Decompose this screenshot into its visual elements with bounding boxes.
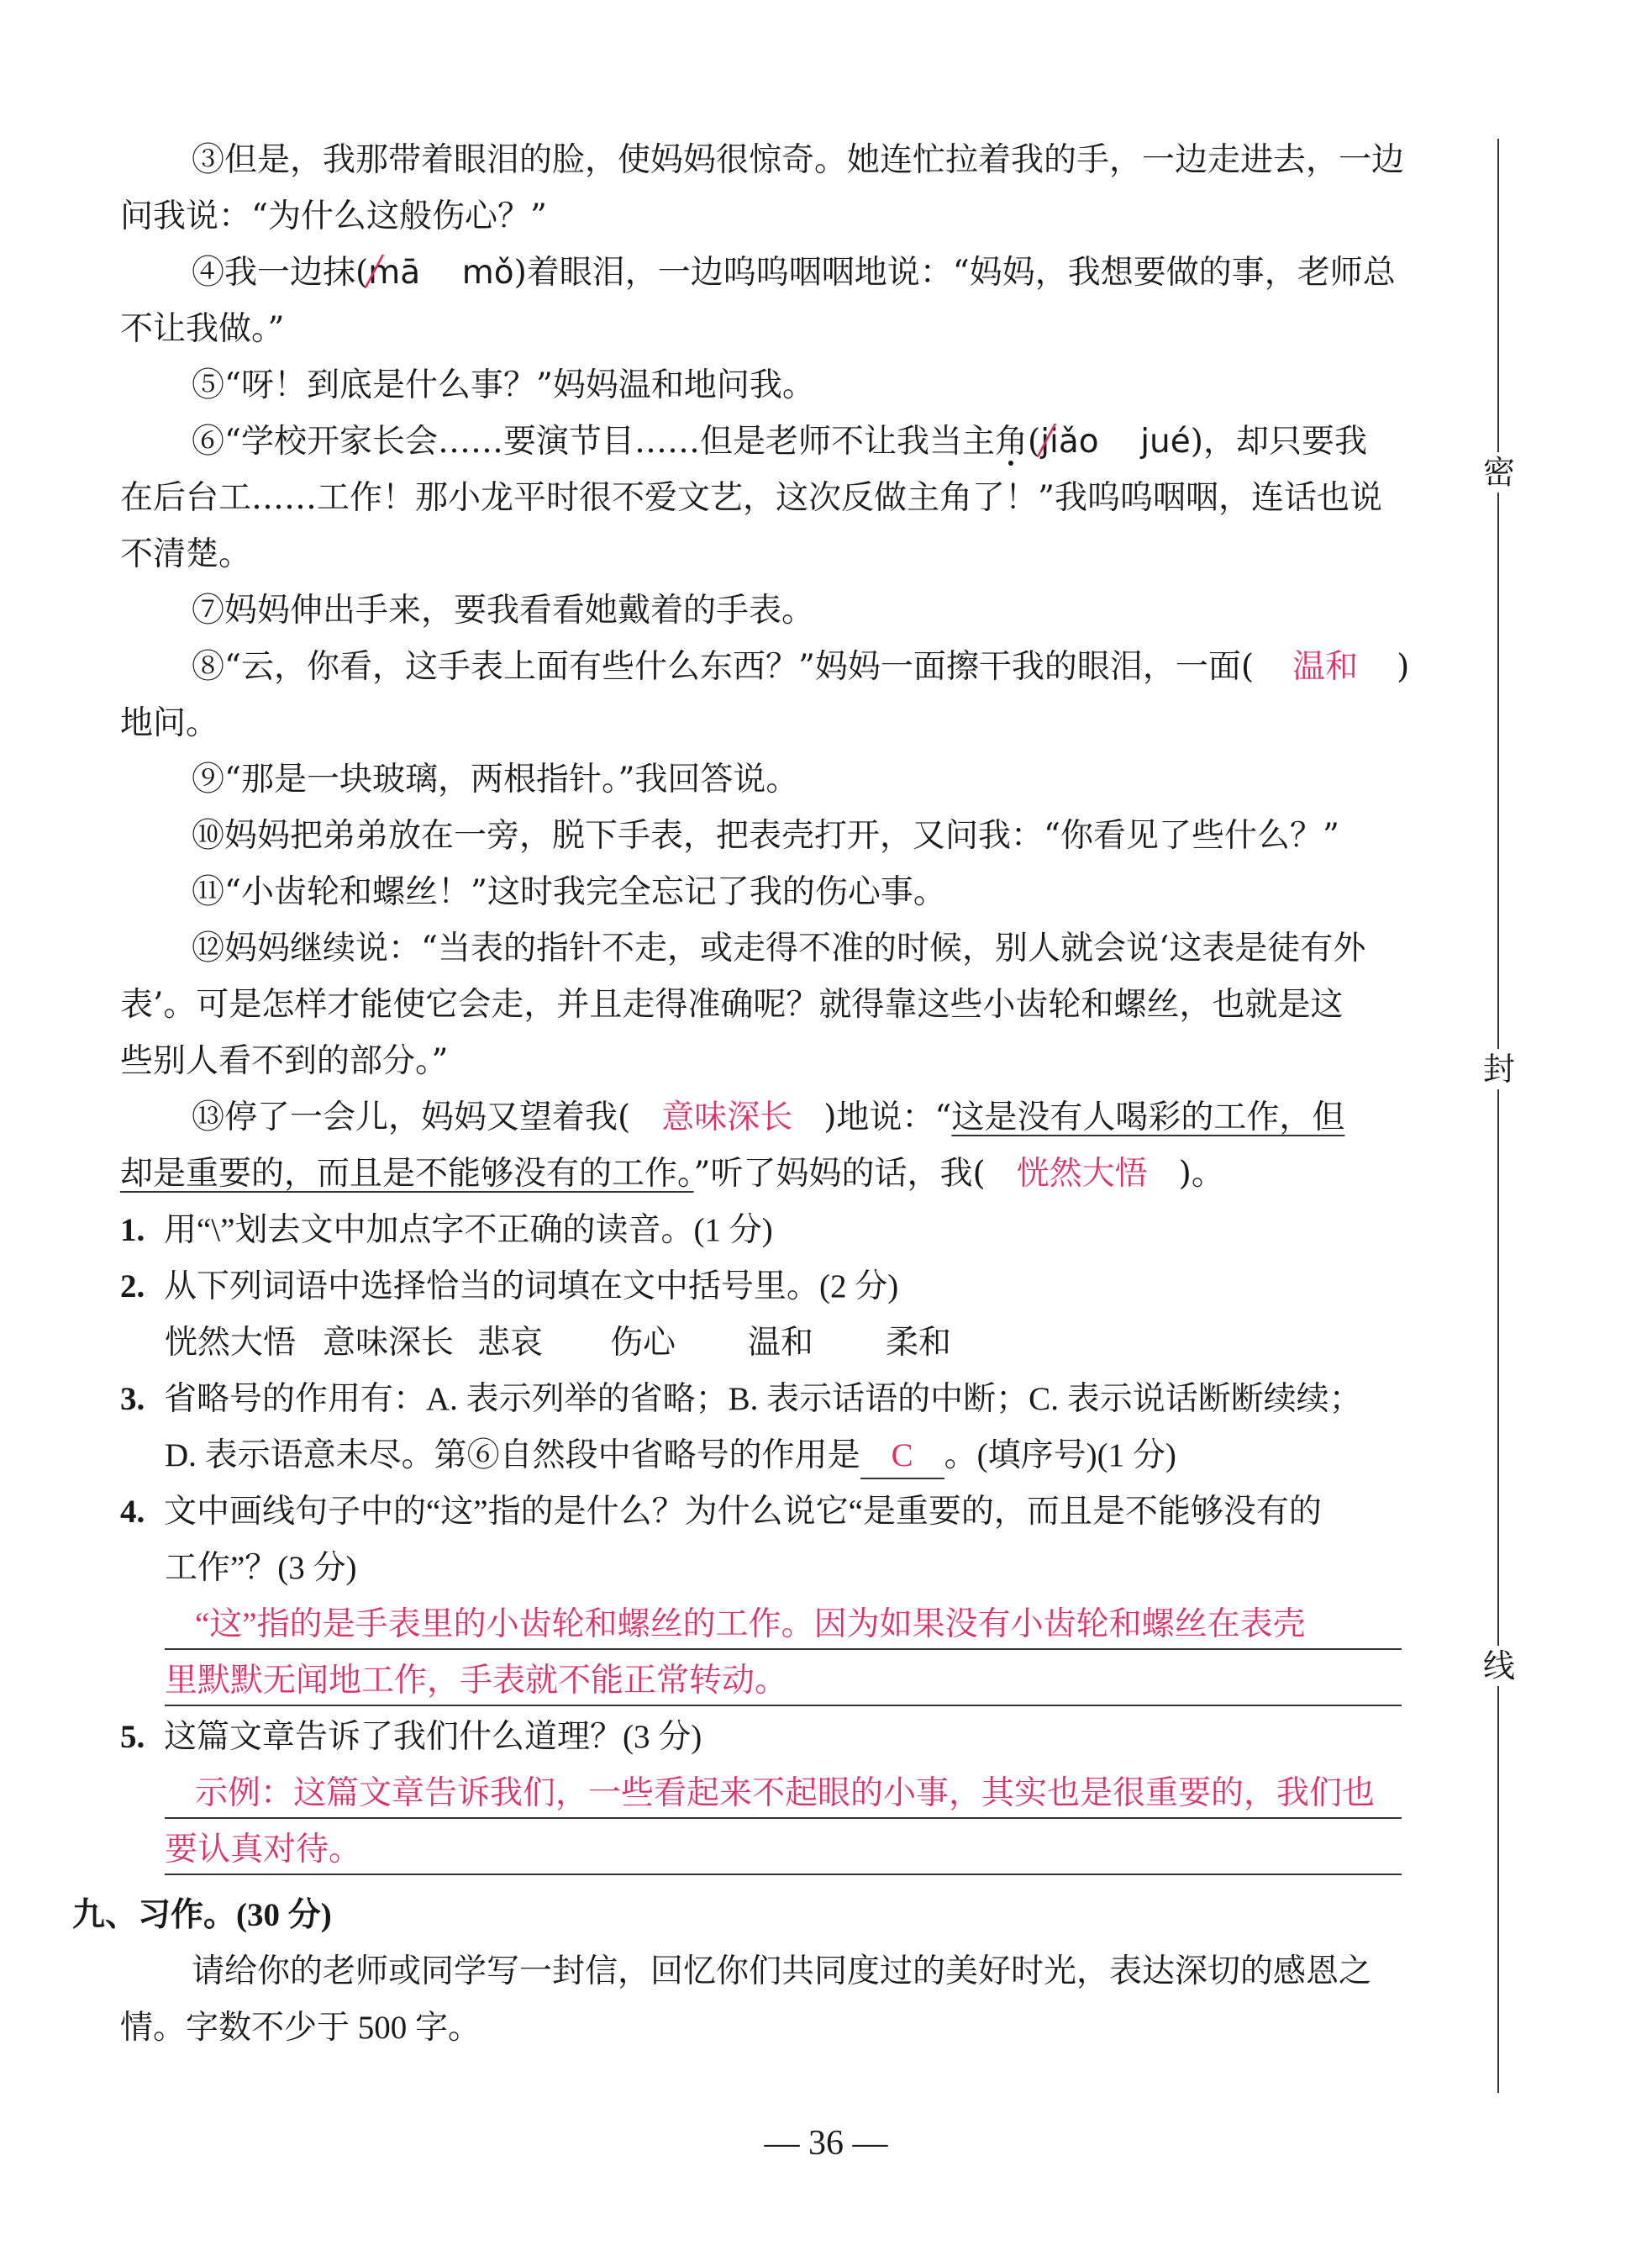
answer-p8-wenhe: 温和 (1292, 648, 1359, 686)
paragraph-3-line-2: 问我说：“为什么这般伤心？” (120, 198, 547, 235)
answer-line (165, 1648, 1402, 1650)
answer-line (165, 1874, 1402, 1875)
question-3-text: 省略号的作用有：A. 表示列举的省略；B. 表示话语的中断；C. 表示说话断断续续； (164, 1381, 1362, 1417)
question-3-line-1 (120, 1371, 1362, 1427)
binding-char-mi: 密 (1479, 452, 1519, 493)
pinyin-option-jiao: jiǎo (1040, 414, 1098, 470)
p6-text-b: ( (1027, 423, 1041, 461)
answer-q5-line-2: 要认真对待。 (165, 1831, 362, 1868)
paragraph-4-line-1 (192, 245, 1396, 301)
binding-char-xian: 线 (1479, 1646, 1519, 1686)
question-4-line-2: 工作”？(3 分) (165, 1550, 357, 1586)
p13-text-a: ⑬停了一会儿，妈妈又望着我( (192, 1099, 631, 1136)
paragraph-6-line-2: 在后台工……工作！那小龙平时很不爱文艺，这次反做主角了！”我呜呜咽咽，连话也说 (120, 479, 1382, 517)
word-option-5: 温和 (748, 1325, 814, 1361)
answer-p13-huangrandawu: 恍然大悟 (1016, 1155, 1148, 1193)
question-3-line-2 (165, 1427, 1176, 1484)
section-9-title: 九、习作。(30 分) (72, 1897, 332, 1933)
p13-text-b: )地说：“ (823, 1099, 952, 1136)
word-option-6: 柔和 (886, 1325, 952, 1361)
word-option-4: 伤心 (610, 1325, 676, 1361)
answer-line (165, 1817, 1402, 1819)
question-2-number: 2. (120, 1268, 145, 1304)
answer-q4-line-2: 里默默无闻地工作，手表就不能正常转动。 (165, 1663, 788, 1699)
pinyin-option-mo: mǒ (461, 254, 514, 292)
paragraph-13-line-1 (192, 1089, 1344, 1146)
paragraph-4-line-2: 不让我做。” (120, 310, 285, 348)
paragraph-12-line-1: ⑫妈妈继续说：“当表的指针不走，或走得不准的时候，别人就会说‘这表是徒有外 (192, 930, 1366, 967)
question-3-text-a: D. 表示语意未尽。第⑥自然段中省略号的作用是 (165, 1437, 860, 1473)
paragraph-11: ⑪“小齿轮和螺丝！”这时我完全忘记了我的伤心事。 (192, 873, 946, 911)
paragraph-7: ⑦妈妈伸出手来，要我看看她戴着的手表。 (192, 592, 815, 630)
binding-char-feng: 封 (1479, 1049, 1519, 1089)
answer-q4-line-1: “这”指的是手表里的小齿轮和螺丝的工作。因为如果没有小齿轮和螺丝在表壳 (195, 1606, 1306, 1642)
question-1 (120, 1202, 773, 1258)
paragraph-9: ⑨“那是一块玻璃，两根指针。”我回答说。 (192, 761, 799, 798)
question-1-text: 用“\”划去文中加点字不正确的读音。(1 分) (164, 1212, 773, 1248)
paragraph-12-line-3: 些别人看不到的部分。” (120, 1042, 449, 1080)
section-9-line-1: 请给你的老师或同学写一封信，回忆你们共同度过的美好时光，表达深切的感恩之 (192, 1953, 1372, 1990)
question-5-number: 5. (120, 1719, 145, 1755)
paragraph-6-line-1 (192, 414, 1367, 470)
answer-q3: C (860, 1434, 944, 1479)
p6-text-a: ⑥“学校开家长会……要演节目……但是老师不让我当主 (192, 423, 995, 461)
paragraph-6-line-3: 不清楚。 (120, 535, 252, 573)
paragraph-10: ⑩妈妈把弟弟放在一旁，脱下手表，把表壳打开，又问我：“你看见了些什么？” (192, 817, 1339, 855)
question-3-number: 3. (120, 1381, 145, 1417)
word-option-2: 意味深长 (323, 1325, 455, 1361)
question-3-text-b: 。(填序号)(1 分) (944, 1437, 1176, 1473)
question-2-text: 从下列词语中选择恰当的词填在文中括号里。(2 分) (164, 1268, 899, 1304)
pinyin-option-ma: mā (368, 245, 420, 301)
word-option-3: 悲哀 (477, 1325, 544, 1361)
paragraph-5: ⑤“呀！到底是什么事？”妈妈温和地问我。 (192, 366, 815, 404)
dotted-char-jiao: 角 (994, 423, 1028, 461)
question-4-text: 文中画线句子中的“这”指的是什么？为什么说它“是重要的，而且是不能够没有的 (164, 1494, 1322, 1530)
question-4-line-1 (120, 1484, 1322, 1540)
page-number: — 36 — (764, 2124, 888, 2163)
p4-text-a: ④我一边抹( (192, 254, 369, 292)
paragraph-3-line-1: ③但是，我那带着眼泪的脸，使妈妈很惊奇。她连忙拉着我的手，一边走进去，一边 (192, 141, 1405, 179)
word-option-1: 恍然大悟 (165, 1325, 297, 1361)
answer-p13-yiweishenchang: 意味深长 (661, 1099, 793, 1136)
paragraph-8-line-2: 地问。 (120, 704, 219, 742)
p8-text-a: ⑧“云，你看，这手表上面有些什么东西？”妈妈一面擦干我的眼泪，一面( (192, 648, 1255, 686)
paragraph-8-line-1 (192, 639, 1409, 695)
question-2-word-bank (165, 1315, 951, 1371)
p4-text-b: )着眼泪，一边呜呜咽咽地说：“妈妈，我想要做的事，老师总 (513, 254, 1396, 292)
answer-line (165, 1705, 1402, 1706)
underlined-sentence-part-2: 却是重要的，而且是不能够没有的工作。 (120, 1155, 694, 1193)
question-1-number: 1. (120, 1212, 145, 1248)
p6-text-c: )，却只要我 (1190, 423, 1367, 461)
answer-q5-line-1: 示例：这篇文章告诉我们，一些看起来不起眼的小事，其实也是很重要的，我们也 (195, 1775, 1376, 1811)
question-2 (120, 1258, 898, 1315)
paragraph-12-line-2: 表’。可是怎样才能使它会走，并且走得准确呢？就得靠这些小齿轮和螺丝，也就是这 (120, 986, 1344, 1024)
pinyin-option-jue: jué (1140, 423, 1191, 461)
underlined-sentence-part-1: 这是没有人喝彩的工作，但 (951, 1099, 1345, 1136)
paragraph-13-line-2 (120, 1146, 1224, 1202)
p13-text-d: )。 (1178, 1155, 1224, 1193)
question-4-number: 4. (120, 1494, 145, 1530)
p8-text-b: ) (1397, 648, 1410, 686)
p13-text-c: ”听了妈妈的话，我( (693, 1155, 986, 1193)
section-9-line-2: 情。字数不少于 500 字。 (120, 2010, 481, 2046)
question-5-text: 这篇文章告诉了我们什么道理？(3 分) (164, 1719, 702, 1755)
question-5 (120, 1709, 702, 1765)
binding-line (1497, 139, 1499, 2093)
